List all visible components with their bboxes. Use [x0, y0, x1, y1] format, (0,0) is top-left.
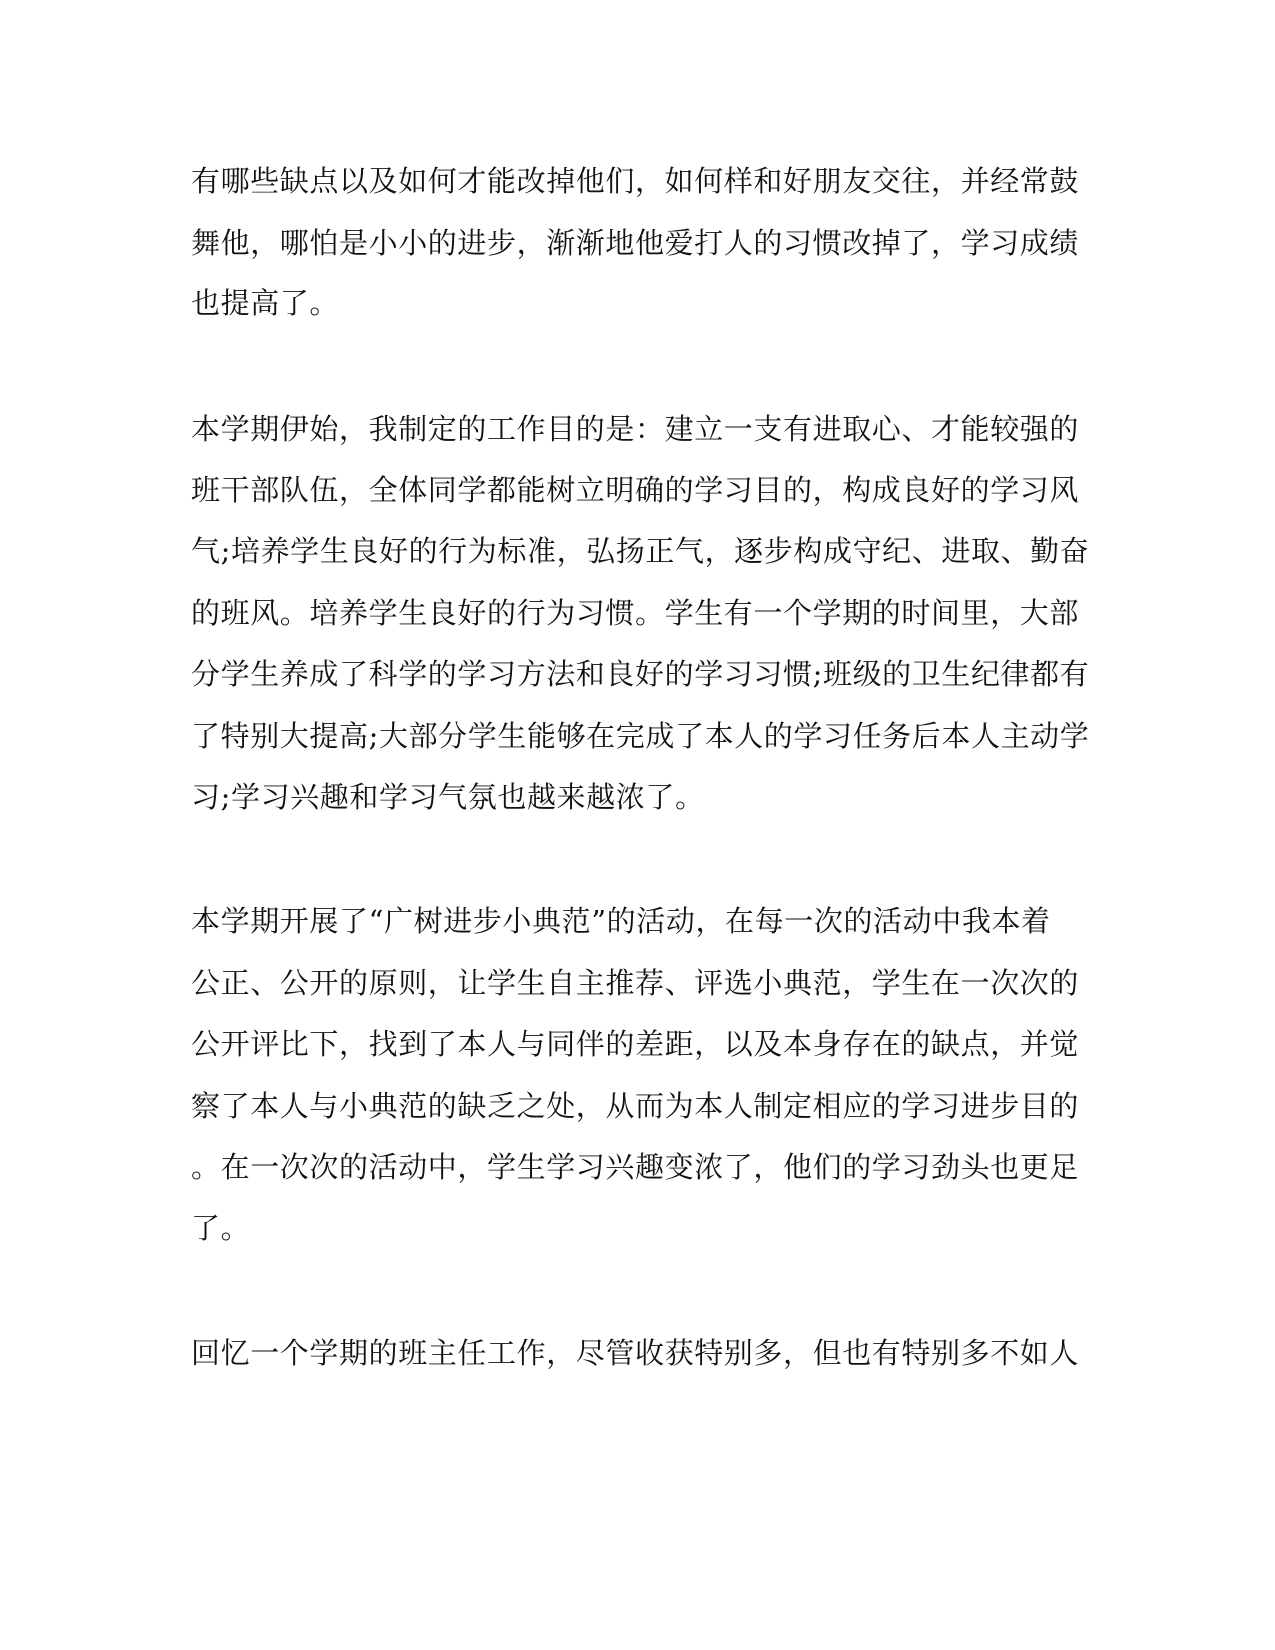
text-line: 了特别大提高;大部分学生能够在完成了本人的学习任务后本人主动学	[191, 719, 1090, 753]
text-line: 分学生养成了科学的学习方法和良好的学习习惯;班级的卫生纪律都有	[191, 657, 1090, 691]
text-line: 有哪些缺点以及如何才能改掉他们，如何样和好朋友交往，并经常鼓	[191, 164, 1080, 198]
text-line: 。在一次次的活动中，学生学习兴趣变浓了，他们的学习劲头也更足	[191, 1150, 1080, 1184]
text-line: 了。	[191, 1211, 251, 1245]
text-line: 的班风。培养学生良好的行为习惯。学生有一个学期的时间里，大部	[191, 596, 1080, 630]
text-line: 本学期开展了“广树进步小典范”的活动，在每一次的活动中我本着	[191, 904, 1051, 938]
text-line: 舞他，哪怕是小小的进步，渐渐地他爱打人的习惯改掉了，学习成绩	[191, 226, 1080, 260]
text-line: 回忆一个学期的班主任工作，尽管收获特别多，但也有特别多不如人	[191, 1336, 1080, 1370]
text-line: 习;学习兴趣和学习气氛也越来越浓了。	[191, 780, 705, 814]
text-line: 察了本人与小典范的缺乏之处，从而为本人制定相应的学习进步目的	[191, 1089, 1080, 1123]
text-line: 也提高了。	[191, 286, 340, 320]
text-line: 气;培养学生良好的行为标准，弘扬正气，逐步构成守纪、进取、勤奋	[191, 534, 1090, 568]
text-line: 公正、公开的原则，让学生自主推荐、评选小典范，学生在一次次的	[191, 966, 1080, 1000]
text-line: 班干部队伍，全体同学都能树立明确的学习目的，构成良好的学习风	[191, 473, 1080, 507]
text-line: 公开评比下，找到了本人与同伴的差距，以及本身存在的缺点，并觉	[191, 1027, 1080, 1061]
text-line: 本学期伊始，我制定的工作目的是：建立一支有进取心、才能较强的	[191, 412, 1080, 446]
